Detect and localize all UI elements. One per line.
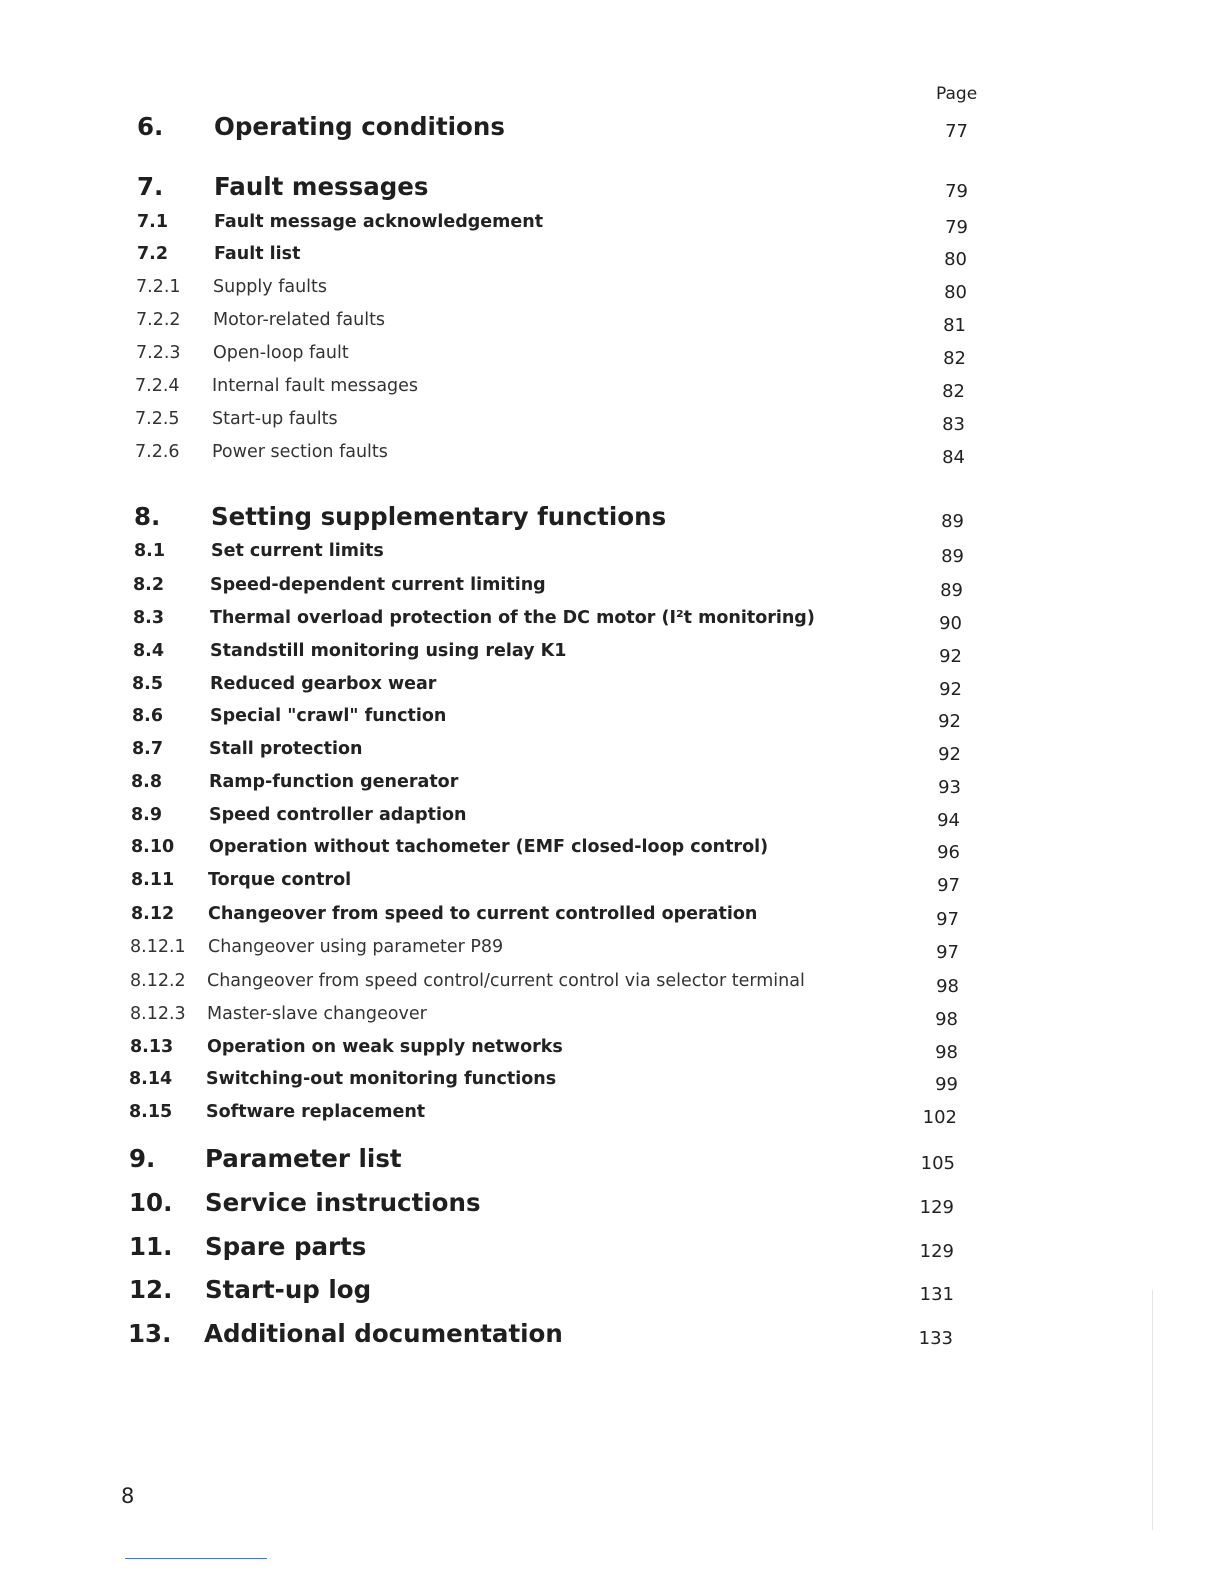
toc-entry-number: 8.9 — [131, 805, 163, 825]
toc-entry-title: Open-loop fault — [213, 343, 349, 363]
toc-entry-page: 98 — [935, 1009, 958, 1030]
toc-entry-title: Set current limits — [211, 541, 384, 561]
toc-entry-title: Start-up faults — [212, 409, 338, 429]
toc-entry-page: 92 — [939, 679, 962, 700]
toc-entry-number: 8.11 — [131, 870, 175, 890]
toc-entry-number: 8.13 — [130, 1037, 174, 1057]
toc-entry-number: 8.10 — [131, 837, 175, 857]
toc-entry-title: Internal fault messages — [212, 376, 419, 396]
toc-entry-page: 93 — [938, 777, 961, 798]
toc-entry-number: 7.1 — [137, 212, 169, 232]
toc-entry-page: 83 — [942, 414, 965, 435]
toc-entry-title: Supply faults — [213, 277, 328, 297]
toc-entry-page: 129 — [919, 1241, 954, 1262]
toc-entry-number: 7.2.4 — [135, 376, 180, 396]
toc-entry-title: Changeover using parameter P89 — [208, 937, 504, 957]
toc-entry-title: Power section faults — [212, 442, 388, 462]
toc-entry-page: 92 — [938, 711, 961, 732]
toc-entry-page: 92 — [939, 646, 962, 667]
toc-entry-number: 7.2 — [137, 244, 169, 264]
toc-entry-title: Operation on weak supply networks — [207, 1037, 563, 1057]
toc-entry-number: 8.12 — [131, 904, 175, 924]
toc-entry-number: 7.2.2 — [136, 310, 181, 330]
toc-entry-title: Speed-dependent current limiting — [210, 575, 546, 595]
toc-entry-title: Fault messages — [214, 172, 429, 201]
toc-entry-title: Special "crawl" function — [210, 706, 447, 726]
toc-entry-number: 7.2.6 — [135, 442, 180, 462]
footer-rule — [125, 1558, 267, 1559]
toc-entry-number: 8.6 — [132, 706, 164, 726]
toc-entry-title: Operation without tachometer (EMF closed-loop control) — [209, 837, 769, 857]
toc-entry-page: 77 — [945, 121, 968, 142]
toc-entry-number: 7.2.1 — [136, 277, 181, 297]
toc-entry-page: 98 — [936, 976, 959, 997]
toc-entry-title: Thermal overload protection of the DC motor (I²t monitoring) — [210, 608, 815, 628]
toc-entry-number: 8. — [134, 502, 161, 531]
toc-entry-title: Fault message acknowledgement — [214, 212, 544, 232]
toc-entry-page: 81 — [943, 315, 966, 336]
toc-entry-page: 82 — [943, 348, 966, 369]
toc-entry-page: 89 — [941, 511, 964, 532]
toc-entry-number: 8.8 — [131, 772, 163, 792]
toc-entry-page: 89 — [940, 580, 963, 601]
toc-entry-page: 79 — [945, 217, 968, 238]
toc-entry-page: 99 — [935, 1074, 958, 1095]
toc-entry-title: Additional documentation — [204, 1319, 563, 1348]
toc-entry-page: 89 — [941, 546, 964, 567]
toc-entry-title: Torque control — [208, 870, 352, 890]
toc-entry-number: 8.3 — [133, 608, 165, 628]
toc-entry-title: Fault list — [214, 244, 301, 264]
toc-entry-number: 8.12.3 — [130, 1004, 186, 1024]
toc-entry-page: 80 — [944, 249, 967, 270]
toc-entry-number: 7.2.3 — [136, 343, 181, 363]
toc-entry-number: 6. — [137, 112, 164, 141]
toc-entry-title: Setting supplementary functions — [211, 502, 667, 531]
toc-entry-number: 11. — [129, 1232, 173, 1261]
toc-entry-title: Service instructions — [205, 1188, 481, 1217]
toc-entry-title: Spare parts — [205, 1232, 367, 1261]
toc-entry-title: Motor-related faults — [213, 310, 386, 330]
toc-entry-page: 133 — [918, 1328, 953, 1349]
toc-entry-page: 92 — [938, 744, 961, 765]
page-number: 8 — [121, 1484, 135, 1508]
toc-entry-title: Standstill monitoring using relay K1 — [210, 641, 567, 661]
toc-entry-title: Switching-out monitoring functions — [206, 1069, 557, 1089]
toc-entry-number: 8.12.1 — [130, 937, 186, 957]
toc-entry-page: 79 — [945, 181, 968, 202]
toc-entry-page: 97 — [936, 942, 959, 963]
toc-entry-page: 90 — [939, 613, 962, 634]
toc-entry-page: 97 — [937, 875, 960, 896]
toc-entry-number: 8.2 — [133, 575, 165, 595]
toc-entry-page: 96 — [937, 842, 960, 863]
toc-entry-title: Speed controller adaption — [209, 805, 467, 825]
toc-entry-number: 8.12.2 — [130, 971, 186, 991]
page-column-label: Page — [936, 84, 978, 104]
toc-entry-title: Parameter list — [205, 1144, 402, 1173]
toc-entry-number: 8.7 — [132, 739, 164, 759]
scan-edge-line — [1152, 1290, 1153, 1530]
toc-entry-page: 105 — [920, 1153, 955, 1174]
toc-entry-title: Start-up log — [205, 1275, 372, 1304]
toc-entry-number: 10. — [129, 1188, 173, 1217]
toc-entry-number: 8.14 — [129, 1069, 173, 1089]
toc-entry-number: 9. — [129, 1144, 156, 1173]
toc-entry-page: 131 — [919, 1284, 954, 1305]
toc-entry-page: 80 — [944, 282, 967, 303]
toc-entry-number: 7.2.5 — [135, 409, 180, 429]
toc-entry-title: Changeover from speed control/current control via selector terminal — [207, 971, 805, 991]
toc-entry-number: 8.15 — [129, 1102, 173, 1122]
toc-entry-title: Reduced gearbox wear — [210, 674, 437, 694]
toc-entry-page: 102 — [922, 1107, 957, 1128]
toc-entry-number: 13. — [128, 1319, 172, 1348]
toc-entry-page: 129 — [919, 1197, 954, 1218]
toc-entry-title: Master-slave changeover — [207, 1004, 427, 1024]
toc-entry-title: Changeover from speed to current controlled operation — [208, 904, 758, 924]
toc-entry-title: Software replacement — [206, 1102, 426, 1122]
toc-entry-number: 8.1 — [134, 541, 166, 561]
toc-entry-title: Ramp-function generator — [209, 772, 459, 792]
toc-entry-number: 12. — [129, 1275, 173, 1304]
toc-entry-number: 7. — [137, 172, 164, 201]
toc-entry-title: Stall protection — [209, 739, 363, 759]
toc-entry-title: Operating conditions — [214, 112, 505, 141]
toc-entry-number: 8.4 — [133, 641, 165, 661]
toc-entry-page: 94 — [937, 810, 960, 831]
toc-entry-page: 97 — [936, 909, 959, 930]
toc-entry-number: 8.5 — [132, 674, 164, 694]
toc-entry-page: 98 — [935, 1042, 958, 1063]
toc-entry-page: 82 — [942, 381, 965, 402]
toc-entry-page: 84 — [942, 447, 965, 468]
